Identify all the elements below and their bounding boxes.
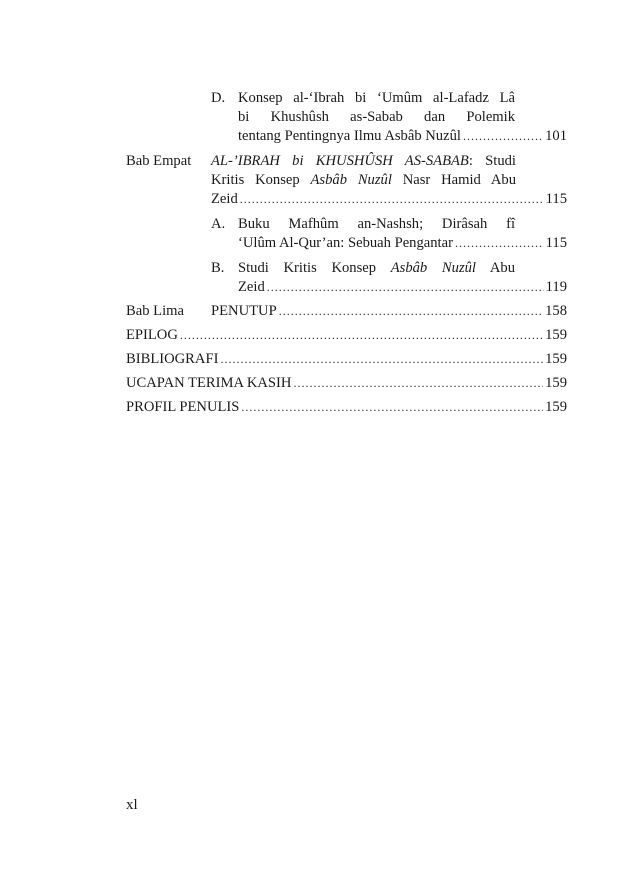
chapter-title-text: Zeid	[211, 191, 238, 207]
toc-entry-profil-penulis	[126, 398, 567, 417]
entry-line: Buku Mafhûm an-Nashsh; Dirâsah fî	[238, 216, 515, 232]
entry-letter: B.	[211, 260, 225, 276]
toc-entry-d	[211, 89, 567, 146]
dot-leader	[180, 326, 543, 345]
section-title: EPILOG	[126, 327, 178, 343]
toc-chapter-bab-empat	[126, 152, 567, 209]
toc-entry-b	[211, 259, 567, 297]
page-ref: 115	[545, 191, 567, 207]
toc-entry-a	[211, 215, 567, 253]
chapter-title-text: Kritis Konsep	[211, 172, 311, 188]
dot-leader	[220, 350, 543, 369]
chapter-title-text: PENUTUP	[211, 303, 277, 319]
toc-entry-epilog	[126, 326, 567, 345]
chapter-leader-row	[211, 190, 567, 209]
chapter-label: Bab Empat	[126, 153, 192, 169]
chapter-label: Bab Lima	[126, 303, 184, 319]
entry-text: Abu	[475, 260, 516, 276]
entry-line: ‘Ulûm Al-Qur’an: Sebuah Pengantar	[238, 235, 453, 251]
entry-text: Studi Kritis Konsep	[238, 260, 391, 276]
section-title: PROFIL PENULIS	[126, 399, 240, 415]
entry-leader-row	[238, 234, 567, 253]
chapter-title-line	[211, 152, 516, 171]
chapter-title-italic: Asbâb Nuzûl	[310, 172, 392, 188]
dot-leader	[463, 127, 543, 146]
dot-leader	[267, 278, 544, 297]
entry-line: bi Khushûsh as-Sabab dan Polemik	[238, 109, 515, 125]
dot-leader	[455, 234, 544, 253]
page-ref: 158	[545, 303, 567, 319]
chapter-title-italic: AL-’IBRAH bi KHUSHÛSH AS-SABAB	[211, 153, 469, 169]
dot-leader	[240, 190, 544, 209]
entry-leader-row	[238, 127, 567, 146]
dot-leader	[241, 398, 543, 417]
toc-entry-ucapan-terima-kasih	[126, 374, 567, 393]
chapter-title-line	[211, 171, 516, 190]
page-ref: 159	[545, 375, 567, 391]
entry-line	[238, 259, 515, 278]
entry-line: Konsep al-‘Ibrah bi ‘Umûm al-Lafadz Lâ	[238, 90, 515, 106]
page-ref: 159	[545, 351, 567, 367]
chapter-title-text: Nasr Hamid Abu	[391, 172, 516, 188]
dot-leader	[279, 302, 543, 321]
page-number: xl	[126, 797, 138, 813]
entry-letter: D.	[211, 90, 226, 106]
section-title: BIBLIOGRAFI	[126, 351, 219, 367]
entry-line: tentang Pentingnya Ilmu Asbâb Nuzûl	[238, 128, 461, 144]
page-ref: 159	[545, 399, 567, 415]
toc-entry-bibliografi	[126, 350, 567, 369]
entry-italic: Asbâb Nuzûl	[390, 260, 476, 276]
chapter-leader-row	[211, 302, 567, 321]
table-of-contents	[126, 89, 567, 417]
page-ref: 159	[545, 327, 567, 343]
page-ref: 101	[545, 128, 567, 144]
toc-chapter-bab-lima	[126, 302, 567, 321]
entry-letter: A.	[211, 216, 226, 232]
page-ref: 115	[545, 235, 567, 251]
page-ref: 119	[545, 279, 567, 295]
entry-line: Zeid	[238, 279, 265, 295]
dot-leader	[293, 374, 543, 393]
entry-leader-row	[238, 278, 567, 297]
chapter-title-text: : Studi	[468, 153, 516, 169]
section-title: UCAPAN TERIMA KASIH	[126, 375, 292, 391]
